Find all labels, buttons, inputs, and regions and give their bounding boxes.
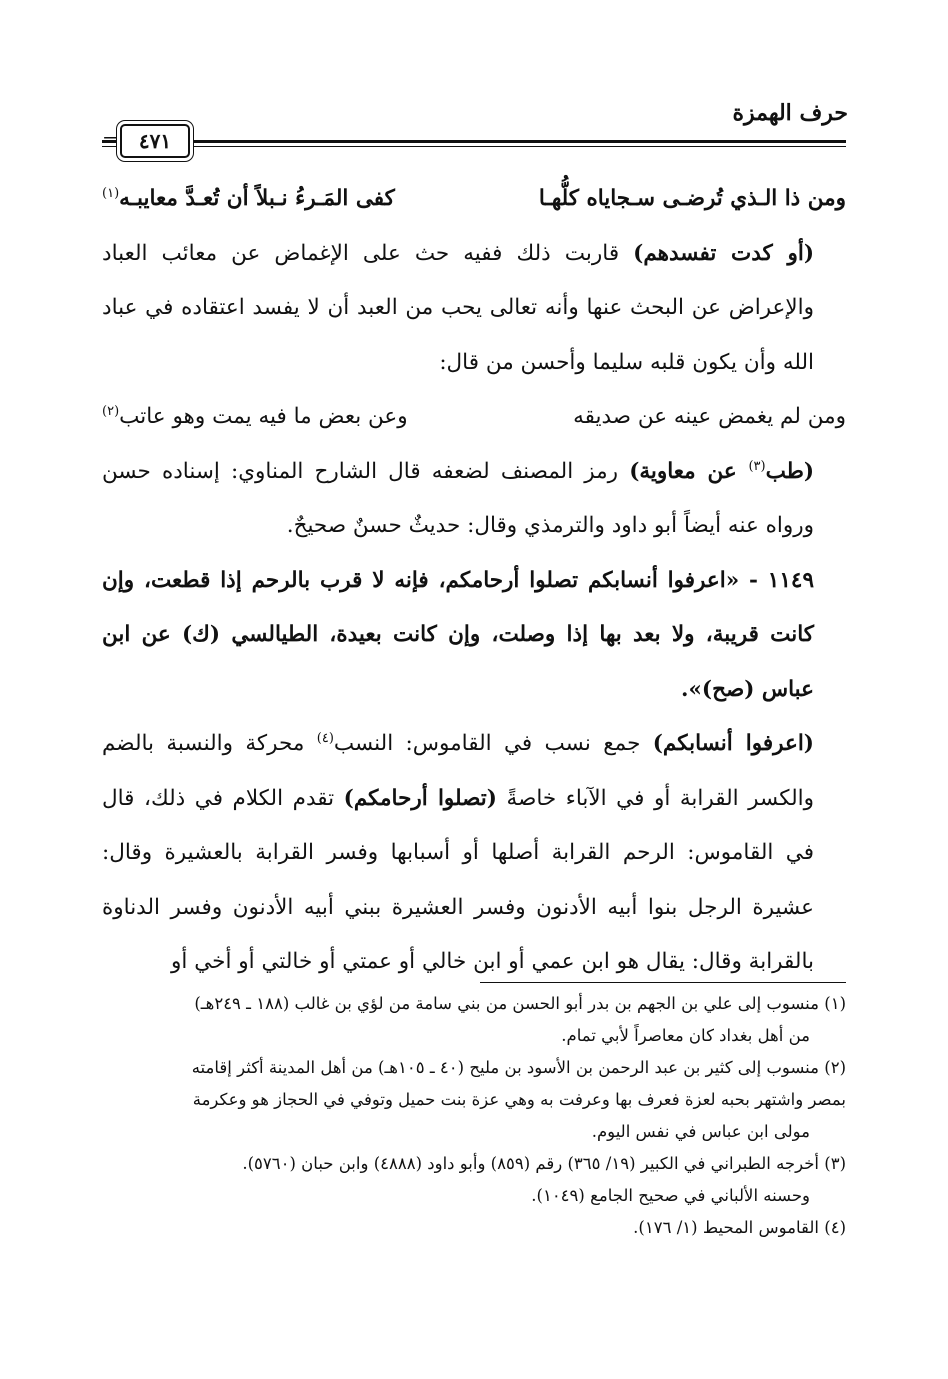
verse-1-second-half: [102, 172, 395, 227]
commentary-3-text-b: محركة والنسبة بالضم والكسر القرابة أو في الآباء خاصةً: [102, 731, 814, 811]
hadith-1149: ١١٤٩ - «اعرفوا أنسابكم تصلوا أرحامكم، فإنه لا قرب بالرحم إذا قطعت، وإن كانت قريبة، ولا بعد بها إذا وصلت، وإن كانت بعيدة، الطيالسي (ك) عن ابن عباس (صح)».: [102, 567, 814, 702]
lemma-1: (أو كدت تفسدهم): [633, 240, 814, 266]
footnote-3-line-1: أخرجه الطبراني في الكبير (١٩/ ٣٦٥) رقم (٨٥٩) وأبو داود (٤٨٨٨) وابن حبان (٥٧٦٠).: [242, 1154, 819, 1173]
footnote-1-number: (١): [824, 994, 846, 1013]
footnote-ref-4[interactable]: (٤): [316, 730, 334, 746]
lemma-3a: (اعرفوا أنسابكم): [652, 731, 814, 756]
commentary-paragraph-2: [102, 445, 846, 554]
verse-2-second-half-text: وعن بعض ما فيه يمت وهو عاتب: [119, 404, 408, 429]
commentary-3-text-c: تقدم الكلام في ذلك، قال في القاموس: الرحم القرابة أصلها أو أسبابها وفسر القرابة بالعشيرة وقال: عشيرة الرجل بنوا أبيه الأدنون وفسر العشيرة ببني أبيه الأدنون وفسر الدناوة بالقرابة وقال: يقال هو ابن عمي أو ابن خالي أو عمتي أو خالتي أو أخي أو: [102, 785, 814, 974]
verse-1-second-half-text: كفى المَـرءُ نـبلاً أن تُعـدَّ معايبـه: [119, 186, 395, 211]
footnote-4: [102, 1212, 846, 1244]
page-number-dash: =: [102, 127, 119, 151]
source-tag-b: عن معاوية): [629, 458, 749, 484]
verse-1-first-half: ومن ذا الـذي تُرضـى سـجاياه كلُّهـا: [538, 186, 846, 211]
footnote-1: [102, 988, 846, 1020]
footnote-ref-2[interactable]: (٢): [102, 403, 120, 419]
header-rule: [102, 138, 846, 150]
header-rule-thick: [102, 140, 846, 143]
footnote-3-number: (٣): [824, 1154, 846, 1173]
verse-2: [102, 390, 846, 445]
commentary-3-text-a: جمع نسب في القاموس: النسب: [333, 731, 653, 756]
footnote-2-line-1: منسوب إلى كثير بن عبد الرحمن بن الأسود بن مليح (٤٠ ـ ١٠٥هـ) من أهل المدينة أكثر إقامته: [191, 1058, 819, 1077]
footnote-4-line-1: القاموس المحيط (١/ ١٧٦).: [633, 1218, 819, 1237]
commentary-2-text: رمز المصنف لضعفه قال الشارح المناوي: إسناده حسن ورواه عنه أيضاً أبو داود والترمذي وقال: حديثٌ حسنٌ صحيحٌ.: [102, 458, 814, 538]
footnote-3-line-2: وحسنه الألباني في صحيح الجامع (١٠٤٩).: [531, 1186, 810, 1205]
footnote-separator: [480, 982, 846, 983]
footnote-2: [102, 1052, 846, 1084]
footnote-4-number: (٤): [824, 1218, 846, 1237]
commentary-paragraph-3: [102, 717, 846, 990]
footnote-1-line-1: منسوب إلى علي بن الجهم بن بدر أبو الحسن من بني سامة من لؤي بن غالب (١٨٨ ـ ٢٤٩هـ): [194, 994, 819, 1013]
commentary-1-text: قاربت ذلك ففيه حث على الإغماض عن معائب العباد والإعراض عن البحث عنها وأنه تعالى يحب من العبد أن لا يفسد اعتقاده في عباد الله وأن يكون قلبه سليما وأحسن من قال:: [102, 240, 814, 375]
page-number: ٤٧١: [120, 124, 190, 158]
main-text: [102, 172, 846, 990]
header-rule-thin: [102, 146, 846, 147]
verse-2-first-half: ومن لم يغمض عينه عن صديقه: [573, 404, 846, 429]
footnote-2-line-2: بمصر واشتهر بحبه لعزة فعرف بها وعرفت به وهي عزة بنت حميل وتوفي في الحجاز هو وعكرمة: [192, 1090, 846, 1109]
commentary-paragraph-1: [102, 227, 846, 391]
footnotes: [102, 988, 846, 1244]
footnote-ref-1[interactable]: (١): [102, 185, 120, 201]
footnote-ref-3[interactable]: (٣): [748, 458, 766, 474]
source-tag-a: (طب: [765, 458, 814, 484]
footnote-2-line-3: مولى ابن عباس في نفس اليوم.: [591, 1122, 810, 1141]
running-header: حرف الهمزة: [732, 100, 848, 126]
footnote-2-number: (٢): [824, 1058, 846, 1077]
verse-1: [102, 172, 846, 227]
verse-2-second-half: [102, 390, 408, 445]
footnote-1-continued: من أهل بغداد كان معاصراً لأبي تمام.: [561, 1026, 810, 1045]
footnote-3: [102, 1148, 846, 1180]
lemma-3b: (تصلوا أرحامكم): [343, 785, 497, 811]
